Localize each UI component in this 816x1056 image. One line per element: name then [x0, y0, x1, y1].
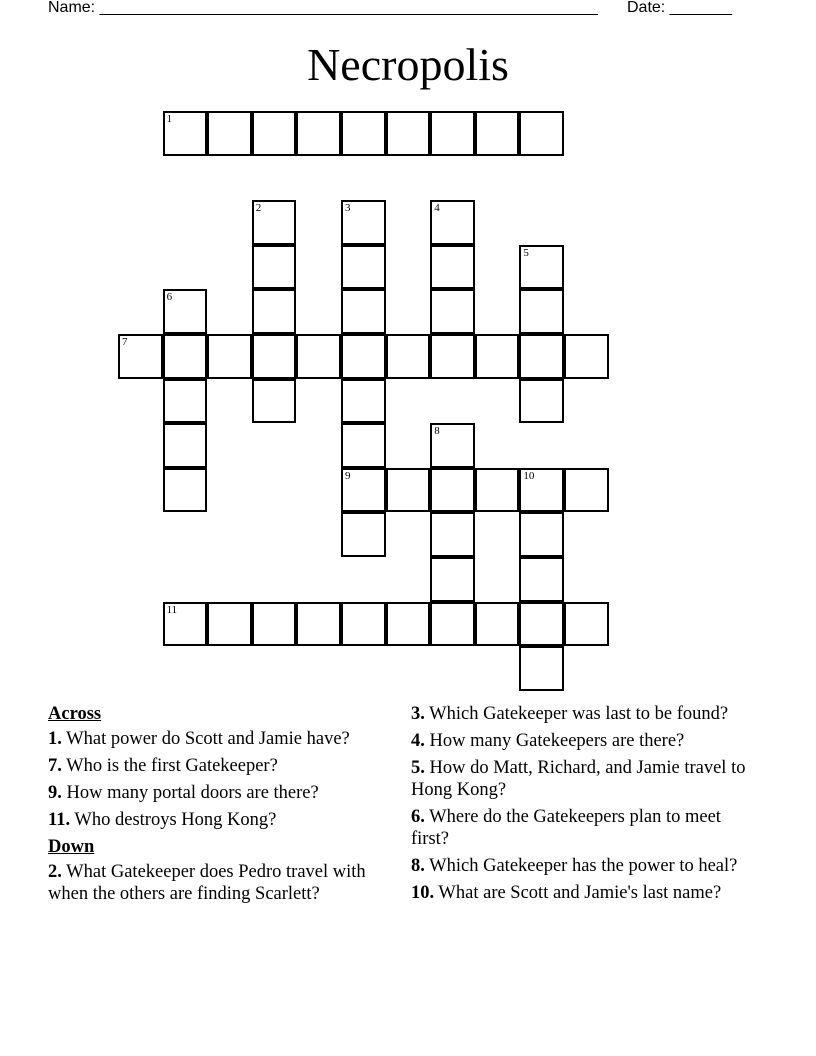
grid-cell[interactable] — [163, 602, 208, 647]
grid-cell[interactable] — [386, 334, 431, 379]
grid-cell[interactable] — [252, 111, 297, 156]
grid-cell[interactable] — [519, 245, 564, 290]
grid-cell[interactable] — [430, 557, 475, 602]
clue-down-10: 10. What are Scott and Jamie's last name? — [411, 883, 722, 903]
grid-cell[interactable] — [430, 512, 475, 557]
grid-cell[interactable] — [341, 289, 386, 334]
grid-cell[interactable] — [430, 200, 475, 245]
grid-cell[interactable] — [430, 602, 475, 647]
grid-cell[interactable] — [564, 334, 609, 379]
grid-cell[interactable] — [564, 602, 609, 647]
clue-number: 10 — [523, 469, 535, 482]
grid-cell[interactable] — [430, 111, 475, 156]
grid-cell[interactable] — [430, 289, 475, 334]
grid-cell[interactable] — [519, 334, 564, 379]
grid-cell[interactable] — [296, 602, 341, 647]
grid-cell[interactable] — [519, 557, 564, 602]
clue-down-6: 6. Where do the Gatekeepers plan to meet first? — [411, 807, 721, 849]
grid-cell[interactable] — [296, 334, 341, 379]
clue-down-3: 3. Which Gatekeeper was last to be found? — [411, 704, 729, 724]
clue-across-1: 1. What power do Scott and Jamie have? — [48, 729, 350, 749]
grid-cell[interactable] — [252, 200, 297, 245]
grid-cell[interactable] — [386, 111, 431, 156]
grid-cell[interactable] — [386, 602, 431, 647]
grid-cell[interactable] — [252, 334, 297, 379]
grid-cell[interactable] — [296, 111, 341, 156]
across-heading: Across — [48, 704, 102, 724]
grid-cell[interactable] — [475, 602, 520, 647]
grid-cell[interactable] — [341, 602, 386, 647]
grid-cell[interactable] — [207, 111, 252, 156]
grid-cell[interactable] — [341, 334, 386, 379]
grid-cell[interactable] — [163, 379, 208, 424]
clue-across-11: 11. Who destroys Hong Kong? — [48, 810, 277, 830]
clue-number: 8 — [434, 425, 440, 438]
grid-cell[interactable] — [163, 111, 208, 156]
grid-cell[interactable] — [519, 379, 564, 424]
grid-cell[interactable] — [341, 379, 386, 424]
clue-number: 5 — [523, 246, 529, 259]
grid-cell[interactable] — [163, 423, 208, 468]
clue-down-8: 8. Which Gatekeeper has the power to heal? — [411, 856, 738, 876]
grid-cell[interactable] — [430, 468, 475, 513]
clue-across-7: 7. Who is the first Gatekeeper? — [48, 756, 278, 776]
page-title: Necropolis — [307, 39, 509, 90]
grid-cell[interactable] — [519, 289, 564, 334]
grid-cell[interactable] — [475, 111, 520, 156]
clue-number: 2 — [255, 202, 262, 215]
grid-cell[interactable] — [564, 468, 609, 513]
clue-across-9: 9. How many portal doors are there? — [48, 783, 319, 803]
grid-cell[interactable] — [341, 245, 386, 290]
grid-cell[interactable] — [519, 111, 564, 156]
grid-cell[interactable] — [163, 289, 208, 334]
grid-cell[interactable] — [118, 334, 163, 379]
clue-down-4: 4. How many Gatekeepers are there? — [411, 731, 685, 751]
clue-number: 6 — [166, 291, 173, 304]
grid-cell[interactable] — [430, 245, 475, 290]
grid-cell[interactable] — [519, 468, 564, 513]
grid-cell[interactable] — [475, 334, 520, 379]
grid-cell[interactable] — [341, 512, 386, 557]
clue-number: 4 — [434, 202, 440, 215]
clue-down-2: 2. What Gatekeeper does Pedro travel with when the others are finding Scarlett? — [48, 862, 366, 904]
grid-cell[interactable] — [252, 289, 297, 334]
grid-cell[interactable] — [252, 379, 297, 424]
clue-number: 9 — [345, 469, 351, 482]
grid-cell[interactable] — [519, 602, 564, 647]
clue-number: 1 — [166, 113, 173, 125]
clue-down-5: 5. How do Matt, Richard, and Jamie travel to Hong Kong? — [411, 758, 746, 800]
grid-cell[interactable] — [430, 423, 475, 468]
grid-cell[interactable] — [386, 468, 431, 513]
grid-cell[interactable] — [519, 646, 564, 691]
clues-right — [411, 703, 751, 909]
grid-cell[interactable] — [341, 111, 386, 156]
grid-cell[interactable] — [475, 468, 520, 513]
grid-cell[interactable] — [341, 468, 386, 513]
grid-cell[interactable] — [341, 200, 386, 245]
date-field[interactable]: Date: _______ — [627, 0, 732, 16]
grid-cell[interactable] — [207, 602, 252, 647]
clue-number: 7 — [122, 336, 128, 348]
clues-left — [48, 703, 398, 910]
grid-cell[interactable] — [163, 468, 208, 513]
grid-cell[interactable] — [252, 245, 297, 290]
clue-number: 11 — [166, 603, 178, 616]
grid-cell[interactable] — [519, 512, 564, 557]
grid-cell[interactable] — [430, 334, 475, 379]
grid-cell[interactable] — [163, 334, 208, 379]
grid-cell[interactable] — [252, 602, 297, 647]
grid-cell[interactable] — [341, 423, 386, 468]
name-field[interactable]: Name: ________________________________________________________ — [48, 0, 598, 16]
clue-number: 3 — [345, 202, 351, 215]
down-heading: Down — [48, 837, 95, 857]
grid-cell[interactable] — [207, 334, 252, 379]
